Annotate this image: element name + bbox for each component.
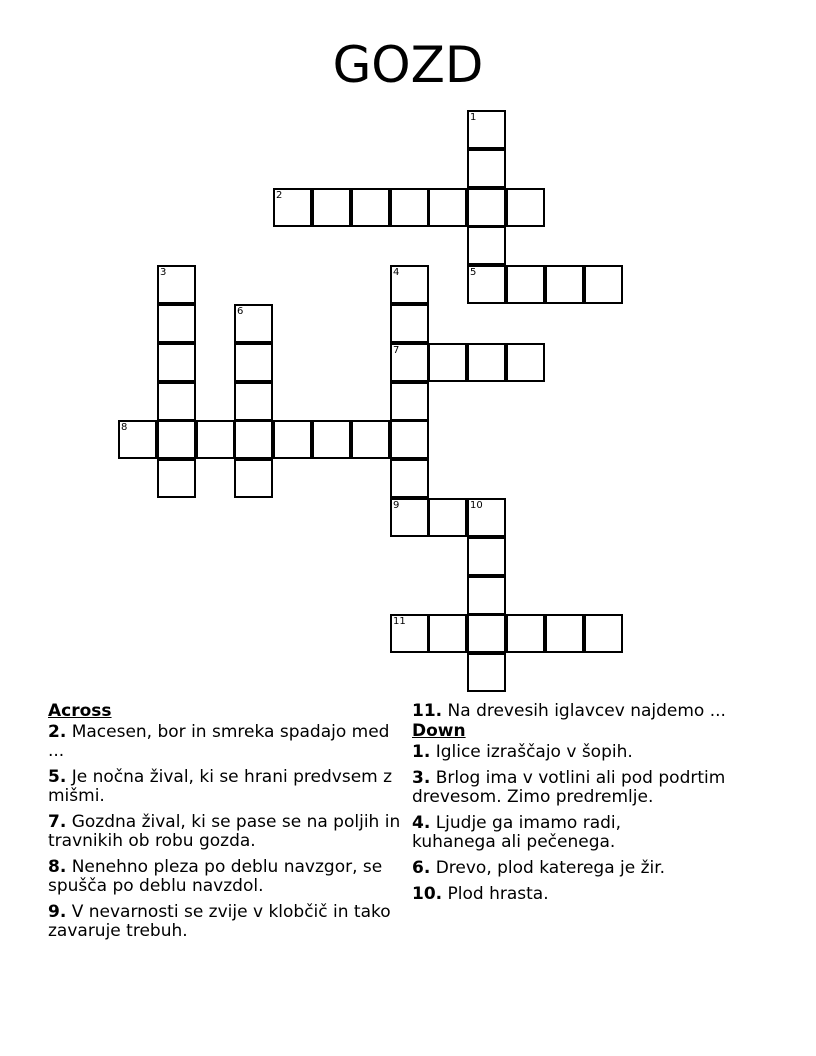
grid-cell[interactable]: [390, 459, 429, 498]
grid-cell[interactable]: [506, 265, 545, 304]
grid-cell-number: 4: [393, 267, 400, 278]
grid-cell[interactable]: [234, 459, 273, 498]
grid-cell-number: 10: [470, 500, 483, 511]
clue-down-10: 10. Plod hrasta.: [412, 884, 549, 904]
grid-cell[interactable]: [390, 265, 429, 304]
grid-cell[interactable]: [390, 614, 429, 653]
grid-cell-number: 1: [470, 112, 477, 123]
grid-cell[interactable]: [390, 498, 429, 537]
grid-cell[interactable]: [234, 304, 273, 343]
clue-down-6: 6. Drevo, plod katerega je žir.: [412, 858, 666, 878]
grid-cell[interactable]: [157, 304, 196, 343]
grid-cell[interactable]: [506, 343, 545, 382]
grid-cell[interactable]: [467, 537, 506, 576]
grid-cell[interactable]: [428, 343, 467, 382]
grid-cell-number: 8: [121, 422, 128, 433]
grid-cell[interactable]: [390, 304, 429, 343]
grid-cell[interactable]: [157, 265, 196, 304]
grid-cell[interactable]: [545, 265, 584, 304]
grid-cell[interactable]: [157, 420, 196, 459]
clue-down-1: 1. Iglice izraščajo v šopih.: [412, 742, 633, 762]
grid-cell-number: 7: [393, 345, 400, 356]
grid-cell[interactable]: [467, 110, 506, 149]
grid-cell[interactable]: [157, 382, 196, 421]
grid-cell[interactable]: [467, 188, 506, 227]
grid-cell-number: 3: [160, 267, 167, 278]
grid-cell[interactable]: [196, 420, 235, 459]
grid-cell[interactable]: [428, 188, 467, 227]
clue-across-11: 11. Na drevesih iglavcev najdemo ...: [412, 701, 726, 721]
puzzle-title: GOZD: [332, 36, 484, 94]
grid-cell[interactable]: [157, 343, 196, 382]
grid-cell-number: 2: [276, 190, 283, 201]
grid-cell[interactable]: [312, 188, 351, 227]
clue-across-5: 5. Je nočna žival, ki se hrani predvsem z mišmi.: [48, 767, 393, 806]
grid-cell[interactable]: [351, 188, 390, 227]
grid-cell-number: 9: [393, 500, 400, 511]
grid-cell[interactable]: [428, 614, 467, 653]
grid-cell[interactable]: [467, 653, 506, 692]
grid-cell[interactable]: [467, 265, 506, 304]
grid-cell[interactable]: [467, 343, 506, 382]
grid-cell[interactable]: [467, 149, 506, 188]
grid-cell[interactable]: [234, 420, 273, 459]
clues-column-left: [48, 702, 408, 948]
clue-across-7: 7. Gozdna žival, ki se pase se na poljih in travnikih ob robu gozda.: [48, 812, 401, 851]
clue-down-4: 4. Ljudje ga imamo radi, kuhanega ali pečenega.: [412, 813, 622, 852]
clue-across-8: 8. Nenehno pleza po deblu navzgor, se spušča po deblu navzdol.: [48, 857, 383, 896]
grid-cell[interactable]: [157, 459, 196, 498]
grid-cell[interactable]: [312, 420, 351, 459]
grid-cell[interactable]: [234, 382, 273, 421]
grid-cell[interactable]: [545, 614, 584, 653]
grid-cell[interactable]: [506, 188, 545, 227]
grid-cell[interactable]: [467, 614, 506, 653]
across-heading: Across: [48, 701, 112, 721]
grid-cell[interactable]: [351, 420, 390, 459]
clue-down-3: 3. Brlog ima v votlini ali pod podrtim drevesom. Zimo predremlje.: [412, 768, 726, 807]
clue-across-9: 9. V nevarnosti se zvije v klobčič in tako zavaruje trebuh.: [48, 902, 391, 941]
grid-cell[interactable]: [467, 498, 506, 537]
grid-cell[interactable]: [506, 614, 545, 653]
grid-cell[interactable]: [390, 343, 429, 382]
grid-cell[interactable]: [273, 420, 312, 459]
grid-cell[interactable]: [273, 188, 312, 227]
grid-cell[interactable]: [390, 188, 429, 227]
grid-cell[interactable]: [584, 265, 623, 304]
grid-cell[interactable]: [467, 226, 506, 265]
grid-cell-number: 5: [470, 267, 477, 278]
clue-across-2: 2. Macesen, bor in smreka spadajo med ...: [48, 722, 390, 761]
grid-cell[interactable]: [390, 382, 429, 421]
grid-cell-number: 11: [393, 616, 406, 627]
grid-cell[interactable]: [428, 498, 467, 537]
grid-cell[interactable]: [390, 420, 429, 459]
grid-cell[interactable]: [118, 420, 157, 459]
down-heading: Down: [412, 721, 466, 741]
grid-cell[interactable]: [467, 576, 506, 615]
clues-column-right: [412, 702, 772, 911]
grid-cell[interactable]: [584, 614, 623, 653]
grid-cell[interactable]: [234, 343, 273, 382]
grid-cell-number: 6: [237, 306, 244, 317]
